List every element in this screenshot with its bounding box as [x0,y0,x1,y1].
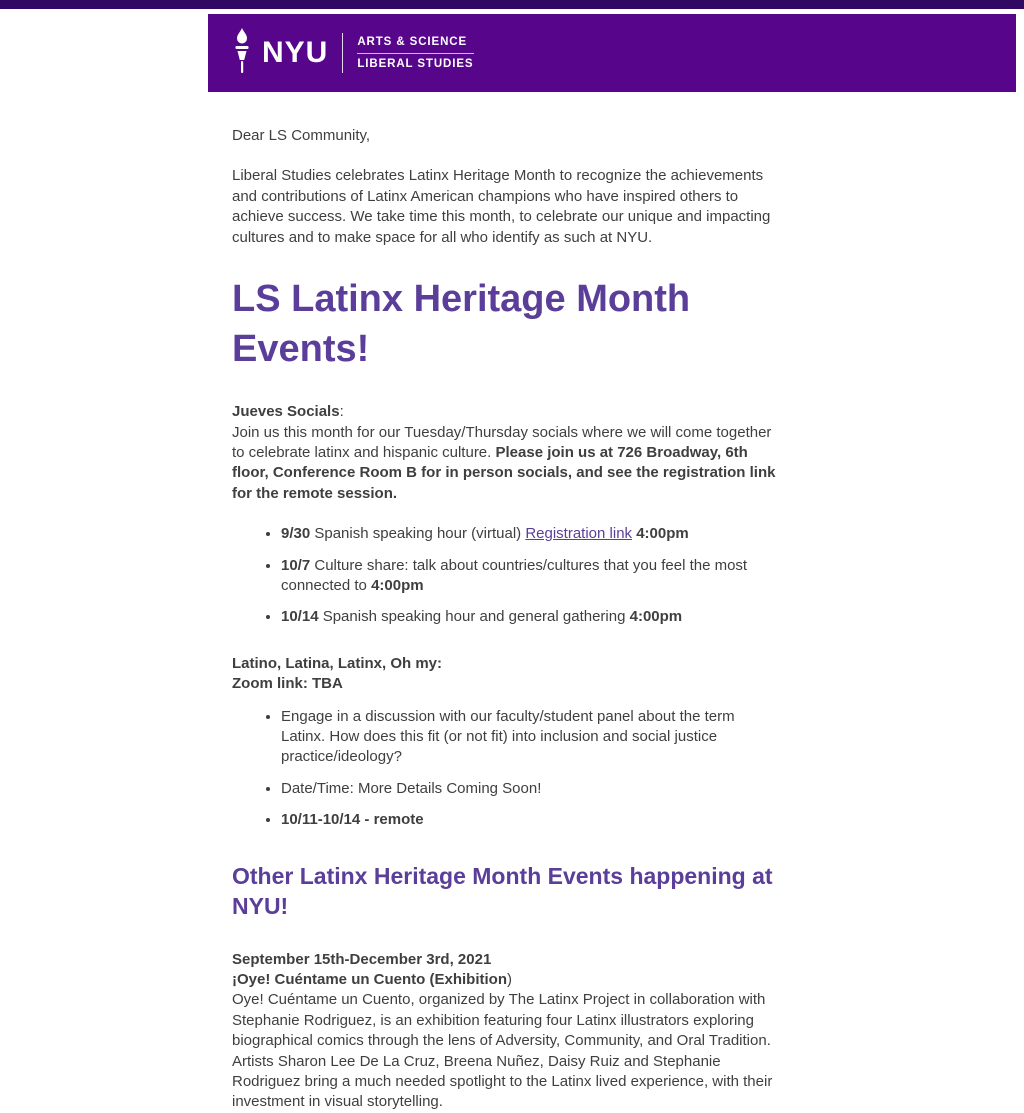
school-name-rule [357,53,473,54]
list-item: • Engage in a discussion with our faculty/student panel about the term Latinx. How does this fit (or not fit) into inclusion and social justice practice/ideology? [281,707,777,768]
registration-link[interactable]: Registration link [525,525,633,543]
event-text: Spanish speaking hour and general gathering [318,608,630,626]
exhibition-title-line [232,970,777,990]
top-accent-bar [0,0,1024,9]
panel-title: Latino, Latina, Latinx, Oh my: [232,654,443,672]
email-body [208,14,1016,1113]
logo-divider [342,33,343,73]
list-item [281,607,777,627]
event-date: 10/14 [281,608,319,626]
list-item: • Date/Time: More Details Coming Soon! [281,779,777,799]
greeting: Dear LS Community, [232,127,371,144]
exhibition-dates: September 15th-December 3rd, 2021 [232,950,492,968]
list-item: • 10/11-10/14 - remote [281,810,777,830]
school-name-line1: ARTS & SCIENCE [357,36,468,49]
jueves-socials-list [232,524,777,628]
exhibition-title: ¡Oye! Cuéntame un Cuento (Exhibition [232,971,508,989]
nyu-logo [232,28,474,79]
exhibition-paragraph: Oye! Cuéntame un Cuento, organized by The Latinx Project in collaboration with Stephanie Rodriguez, is an exhibition featuring four Latinx illustrators exploring biographical comics through the lens of Adversity, Community, and Oral Tradition. Artists Sharon Lee De La Cruz, Breena Nuñez, Daisy Ruiz and Stephanie Rodriguez bring a much needed spotlight to the Latinx lived experience, with their investment in visual storytelling. [232,991,773,1111]
events-heading: LS Latinx Heritage Month Events! [232,277,691,371]
event-text: Culture share: talk about countries/cultures that you feel the most connected to [281,556,748,594]
school-name [357,35,473,71]
list-item [281,524,777,544]
nyu-torch-icon [232,28,252,79]
event-date: 9/30 [281,525,311,543]
email-content [208,92,801,1113]
jueves-socials-location: Please join us at 726 Broadway, 6th floor, Conference Room B for in person socials, and see the registration link for the remote session. [232,444,776,502]
event-time: 4:00pm [629,608,683,626]
nyu-wordmark: NYU [262,36,329,69]
nyu-header-banner [208,14,1016,92]
list-item [281,556,777,597]
event-time: 4:00pm [636,525,689,543]
jueves-socials-text: Join us this month for our Tuesday/Thursday socials where we will come together to celebrate latinx and hispanic culture. [232,423,772,462]
jueves-socials-title-colon: : [339,403,344,421]
zoom-link-line: Zoom link: TBA [232,675,343,693]
school-name-line2: LIBERAL STUDIES [357,57,474,70]
exhibition-title-paren: ) [507,971,513,989]
panel-list [232,707,777,831]
jueves-socials-paragraph [232,402,777,504]
other-events-heading: Other Latinx Heritage Month Events happening at NYU! [232,862,773,920]
event-time: 4:00pm [371,577,424,594]
event-text: Spanish speaking hour (virtual) [310,525,526,543]
event-date: 10/7 [281,556,311,574]
jueves-socials-title: Jueves Socials [232,403,340,421]
intro-paragraph: Liberal Studies celebrates Latinx Heritage Month to recognize the achievements and contributions of Latinx American champions who have inspired others to achieve success. We take time this month, to celebrate our unique and impacting cultures and to make space for all who identify as such at NYU. [232,167,771,246]
